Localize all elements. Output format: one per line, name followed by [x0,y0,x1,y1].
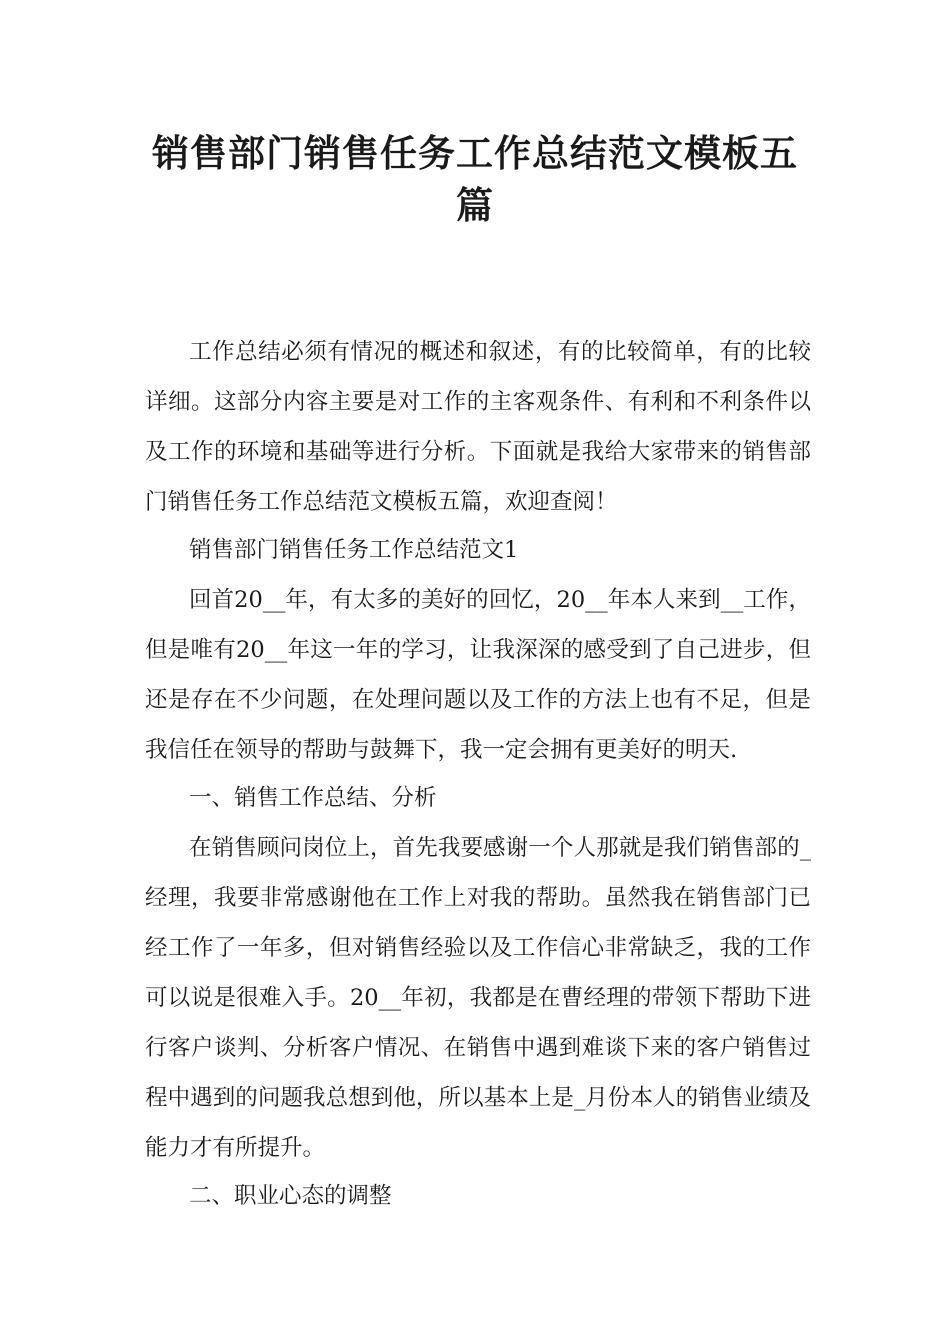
text-line: 但是唯有20__年这一年的学习，让我深深的感受到了自己进步，但 [145,637,811,663]
heading-line: 二、职业心态的调整 [189,1183,392,1209]
heading-line: 一、销售工作总结、分析 [189,785,437,811]
title-line-2: 篇 [456,184,494,227]
text-line: 程中遇到的问题我总想到他，所以基本上是_月份本人的销售业绩及 [145,1085,811,1111]
paragraph-sales-analysis [145,823,811,1173]
text-line: 还是存在不少问题，在处理问题以及工作的方法上也有不足，但是 [145,687,811,713]
title-line-1: 销售部门销售任务工作总结范文模板五 [152,132,798,175]
text-line: 回首20__年，有太多的美好的回忆，20__年本人来到__工作， [189,587,811,613]
intro-paragraph [145,327,811,527]
text-line: 经工作了一年多，但对销售经验以及工作信心非常缺乏，我的工作 [145,935,811,961]
heading-line: 销售部门销售任务工作总结范文1 [189,537,519,563]
text-line: 我信任在领导的帮助与鼓舞下，我一定会拥有更美好的明天. [145,737,738,763]
text-line: 行客户谈判、分析客户情况、在销售中遇到难谈下来的客户销售过 [145,1035,811,1061]
text-line: 经理，我要非常感谢他在工作上对我的帮助。虽然我在销售部门已 [145,885,811,911]
text-line: 门销售任务工作总结范文模板五篇，欢迎查阅！ [145,489,618,515]
text-line: 在销售顾问岗位上，首先我要感谢一个人那就是我们销售部的_ [189,835,811,861]
section-heading-essay-1 [145,525,811,575]
text-line: 工作总结必须有情况的概述和叙述，有的比较简单，有的比较 [189,339,811,365]
document-title [100,128,850,232]
section-heading-2 [145,1171,811,1221]
text-line: 详细。这部分内容主要是对工作的主客观条件、有利和不利条件以 [145,389,811,415]
text-line: 及工作的环境和基础等进行分析。下面就是我给大家带来的销售部 [145,439,811,465]
section-heading-1 [145,773,811,823]
paragraph-review [145,575,811,775]
text-line: 可以说是很难入手。20__年初，我都是在曹经理的带领下帮助下进 [145,985,811,1011]
text-line: 能力才有所提升。 [145,1135,326,1161]
